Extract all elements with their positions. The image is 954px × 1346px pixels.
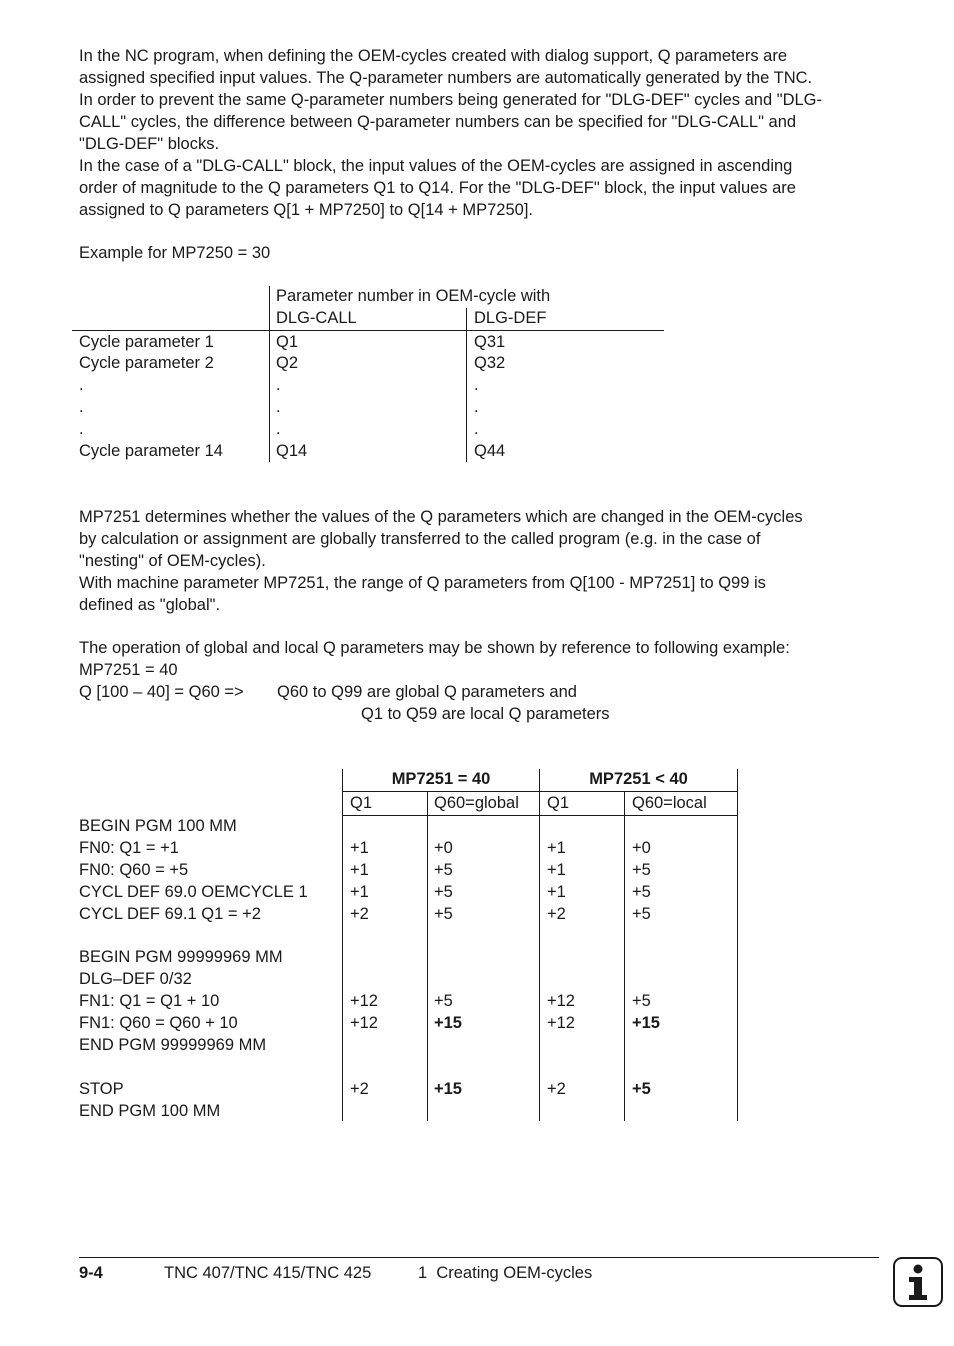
table1-cell-call: Q1 <box>276 333 299 351</box>
example-label: Example for MP7250 = 30 <box>79 244 271 262</box>
intro-line: order of magnitude to the Q parameters Q1 to Q14. For the "DLG-DEF" block, the input values are <box>79 179 796 197</box>
table1-cell-call: . <box>276 376 281 394</box>
example2-q-left: Q [100 – 40] = Q60 => <box>79 683 244 701</box>
table1-cell-call: Q2 <box>276 354 299 372</box>
table2-cell: +0 <box>632 839 651 857</box>
table2-row-label: DLG–DEF 0/32 <box>79 970 192 988</box>
table2-cell: +5 <box>632 1080 651 1098</box>
mp7251-line: With machine parameter MP7251, the range of Q parameters from Q[100 - MP7251] to Q99 is <box>79 574 766 592</box>
table2-group-header: MP7251 < 40 <box>589 770 688 788</box>
table2-row-label: STOP <box>79 1080 124 1098</box>
mp7251-paragraph <box>79 506 889 616</box>
footer-product: TNC 407/TNC 415/TNC 425 <box>164 1264 372 1282</box>
table2-divider <box>342 769 343 1121</box>
table2-row-label: FN0: Q1 = +1 <box>79 839 179 857</box>
mp7251-line: MP7251 determines whether the values of the Q parameters which are changed in the OEM-cycles <box>79 508 803 526</box>
table2-cell: +15 <box>434 1080 462 1098</box>
table2-cell: +1 <box>350 861 369 879</box>
intro-line: CALL" cycles, the difference between Q-parameter numbers can be specified for "DLG-CALL" and <box>79 113 797 131</box>
table1-divider <box>466 308 467 462</box>
table2-cell: +5 <box>632 883 651 901</box>
table2-divider <box>737 769 738 1121</box>
table1-row-label: . <box>79 420 84 438</box>
table2-cell: +2 <box>350 1080 369 1098</box>
table1-row-label: Cycle parameter 2 <box>79 354 214 372</box>
table2-sub-header: Q1 <box>350 794 373 812</box>
table2-sub-header: Q60=local <box>632 794 707 812</box>
example2-q-right-2: Q1 to Q59 are local Q parameters <box>361 705 610 723</box>
intro-line: assigned specified input values. The Q-parameter numbers are automatically generated by the TNC. <box>79 69 813 87</box>
mp7251-line: "nesting" of OEM-cycles). <box>79 552 266 570</box>
table2-row-label: FN0: Q60 = +5 <box>79 861 189 879</box>
table2-cell: +12 <box>547 992 575 1010</box>
table2-cell: +5 <box>632 905 651 923</box>
table2-cell: +5 <box>632 992 651 1010</box>
example2-q-right-1: Q60 to Q99 are global Q parameters and <box>277 683 577 701</box>
table2-row-label: BEGIN PGM 99999969 MM <box>79 948 283 966</box>
table1-col-dlg-def: DLG-DEF <box>474 309 547 327</box>
table2-cell: +1 <box>547 883 566 901</box>
table2-cell: +12 <box>350 992 378 1010</box>
table2-cell: +1 <box>547 839 566 857</box>
table2-row-label: CYCL DEF 69.0 OEMCYCLE 1 <box>79 883 308 901</box>
table1-cell-call: Q14 <box>276 442 308 460</box>
table1-row-label: Cycle parameter 14 <box>79 442 223 460</box>
table2-cell: +1 <box>350 839 369 857</box>
table1-cell-def: . <box>474 376 479 394</box>
intro-paragraph <box>79 45 889 221</box>
info-icon-glyph <box>895 1259 941 1305</box>
table2-row-label: BEGIN PGM 100 MM <box>79 817 237 835</box>
table2-cell: +5 <box>434 861 453 879</box>
table2-cell: +5 <box>632 861 651 879</box>
table2-sub-header: Q1 <box>547 794 570 812</box>
intro-line: In the NC program, when defining the OEM-cycles created with dialog support, Q parameters are <box>79 47 788 65</box>
table2-row-label: FN1: Q60 = Q60 + 10 <box>79 1014 238 1032</box>
table2-group-header: MP7251 = 40 <box>391 770 491 788</box>
table1-row-label: . <box>79 398 84 416</box>
table2-cell: +5 <box>434 992 453 1010</box>
mp7251-line: by calculation or assignment are globally transferred to the called program (e.g. in the case of <box>79 530 761 548</box>
table1-row-label: . <box>79 376 84 394</box>
footer-rule <box>79 1257 879 1258</box>
table2-divider <box>624 791 625 1121</box>
footer-chapter: 1 Creating OEM-cycles <box>418 1264 593 1282</box>
table1-group-header: Parameter number in OEM-cycle with <box>276 287 551 305</box>
table2-row-label: END PGM 100 MM <box>79 1102 221 1120</box>
table1-cell-call: . <box>276 398 281 416</box>
table1-cell-def: Q32 <box>474 354 506 372</box>
table2-cell: +15 <box>632 1014 660 1032</box>
table2-row-label: CYCL DEF 69.1 Q1 = +2 <box>79 905 261 923</box>
table2-cell: +2 <box>547 905 566 923</box>
table2-sub-header: Q60=global <box>434 794 519 812</box>
page-number: 9-4 <box>79 1264 103 1282</box>
table2-cell: +5 <box>434 905 453 923</box>
table2-cell: +0 <box>434 839 453 857</box>
table1-cell-def: . <box>474 420 479 438</box>
table2-row-label: FN1: Q1 = Q1 + 10 <box>79 992 220 1010</box>
mp7251-line: defined as "global". <box>79 596 221 614</box>
table2-row-label: END PGM 99999969 MM <box>79 1036 267 1054</box>
table2-cell: +15 <box>434 1014 462 1032</box>
table1-col-dlg-call: DLG-CALL <box>276 309 357 327</box>
table1-row-label: Cycle parameter 1 <box>79 333 214 351</box>
table2-header-rule <box>342 815 738 816</box>
intro-line: "DLG-DEF" blocks. <box>79 135 220 153</box>
example2-intro: The operation of global and local Q parameters may be shown by reference to following example: <box>79 639 790 657</box>
example2-mp-line: MP7251 = 40 <box>79 661 178 679</box>
table1-cell-def: Q44 <box>474 442 506 460</box>
table1-cell-call: . <box>276 420 281 438</box>
table2-cell: +1 <box>350 883 369 901</box>
intro-line: In order to prevent the same Q-parameter numbers being generated for "DLG-DEF" cycles and "DLG- <box>79 91 822 109</box>
table1-cell-def: . <box>474 398 479 416</box>
table2-cell: +2 <box>350 905 369 923</box>
intro-line: In the case of a "DLG-CALL" block, the input values of the OEM-cycles are assigned in ascending <box>79 157 793 175</box>
info-icon <box>893 1257 943 1307</box>
table2-cell: +1 <box>547 861 566 879</box>
table2-cell: +2 <box>547 1080 566 1098</box>
table2-cell: +12 <box>547 1014 575 1032</box>
table2-divider <box>427 791 428 1121</box>
table2-cell: +5 <box>434 883 453 901</box>
table1-divider <box>269 286 270 462</box>
table2-divider <box>539 769 540 1121</box>
table1-cell-def: Q31 <box>474 333 506 351</box>
intro-line: assigned to Q parameters Q[1 + MP7250] to Q[14 + MP7250]. <box>79 201 533 219</box>
table2-cell: +12 <box>350 1014 378 1032</box>
